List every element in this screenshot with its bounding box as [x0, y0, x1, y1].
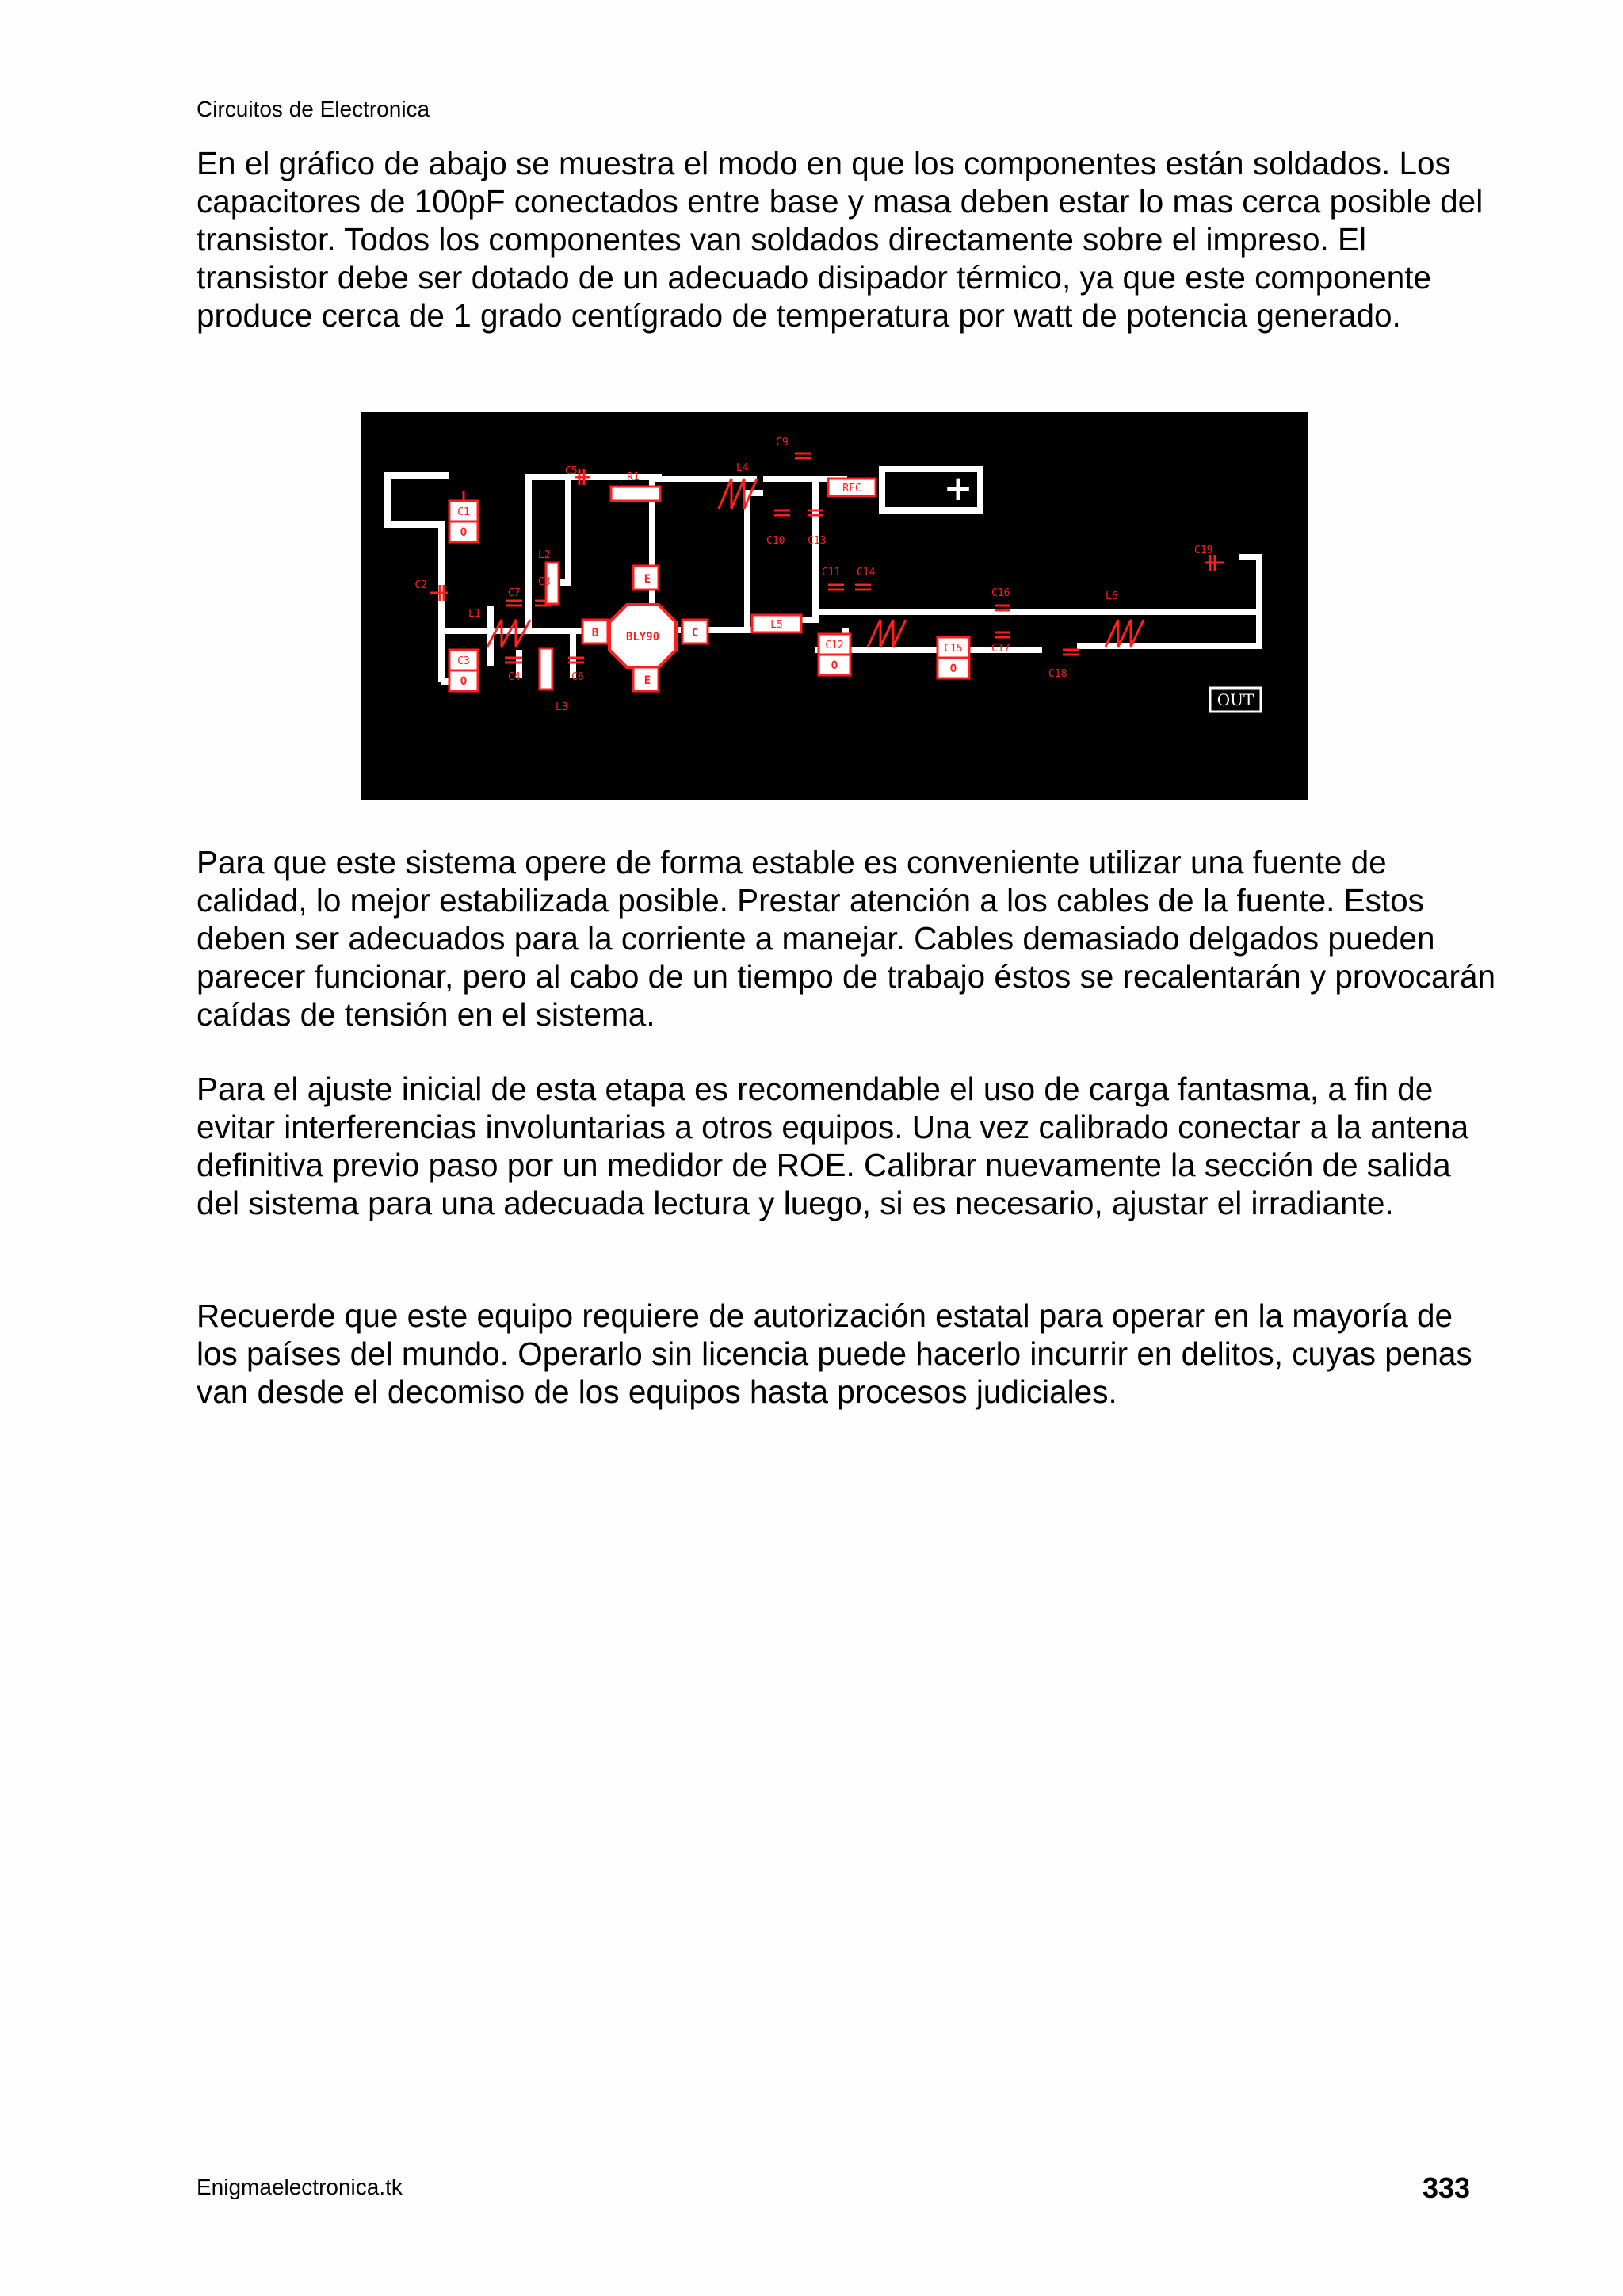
pcb-layout-figure: [361, 412, 1308, 800]
label-transistor: BLY90: [625, 631, 660, 644]
pad-mark-c12: O: [831, 659, 838, 672]
label-emitter-top: E: [643, 573, 651, 586]
pad-mark-c1: O: [460, 526, 468, 539]
label-c10: C10: [766, 535, 785, 547]
label-l4: L4: [736, 462, 749, 474]
label-l6: L6: [1106, 590, 1118, 602]
label-c1: C1: [457, 506, 470, 518]
paragraph-power-supply: Para que este sistema opere de forma estable es conveniente utilizar una fuente de calidad, lo mejor estabilizada posible. Prestar atención a los cables de la fuente. Estos deben ser adecuados para la corriente a manejar. Cables demasiado delgados pueden parecer funcionar, pero al cabo de un tiempo de trabajo éstos se recalentarán y provocarán caídas de tensión en el sistema.: [197, 844, 1496, 1033]
label-l2: L2: [538, 549, 551, 561]
label-c8: C8: [538, 576, 551, 588]
footer-site: Enigmaelectronica.tk: [197, 2175, 403, 2199]
pad-mark-c3: O: [460, 675, 468, 688]
label-emitter-bottom: E: [643, 674, 651, 687]
paragraph-adjustment: Para el ajuste inicial de esta etapa es recomendable el uso de carga fantasma, a fin de evitar interferencias involuntarias a otros equipos. Una vez calibrado conectar a la antena definitiva previo paso por un medidor de ROE. Calibrar nuevamente la sección de salida del sistema para una adecuada lectura y luego, si es necesario, ajustar el irradiante.: [197, 1071, 1469, 1221]
paragraph-legal-notice: Recuerde que este equipo requiere de autorización estatal para operar en la mayoría de los países del mundo. Operarlo sin licencia puede hacerlo incurrir en delitos, cuyas penas van desde el decomiso de los equipos hasta procesos judiciales.: [197, 1297, 1472, 1410]
label-l5: L5: [770, 619, 783, 631]
label-c9: C9: [776, 437, 789, 449]
label-c19: C19: [1194, 544, 1213, 556]
label-c18: C18: [1048, 668, 1067, 680]
label-c11: C11: [822, 567, 841, 579]
paragraph-intro: En el gráfico de abajo se muestra el modo en que los componentes están soldados. Los capacitores de 100pF conectados entre base y masa deben estar lo mas cerca posible del transistor. Todos los componentes van soldados directamente sobre el impreso. El transistor debe ser dotado de un adecuado disipador térmico, ya que este componente produce cerca de 1 grado centígrado de temperatura por watt de potencia generado.: [197, 145, 1484, 334]
label-c13: C13: [808, 535, 827, 547]
label-c16: C16: [991, 587, 1010, 599]
label-l1: L1: [468, 608, 481, 620]
label-c3: C3: [457, 655, 470, 667]
label-c14: C14: [857, 567, 876, 579]
label-r1: R1: [627, 472, 640, 483]
label-c15: C15: [944, 643, 963, 655]
label-c6: C6: [571, 671, 584, 683]
page-number: 333: [1423, 2172, 1471, 2204]
label-c7: C7: [508, 587, 521, 599]
page-header: Circuitos de Electronica: [197, 97, 430, 121]
plus-sign: +: [943, 468, 973, 509]
label-rfc: RFC: [842, 483, 861, 495]
pad-mark-c15: O: [949, 663, 957, 675]
label-l3: L3: [556, 701, 568, 713]
label-collector: C: [691, 627, 699, 640]
label-base: B: [591, 627, 599, 640]
label-c5: C5: [565, 465, 578, 477]
label-c17: C17: [991, 643, 1010, 655]
label-c4: C4: [508, 671, 521, 683]
label-c2: C2: [414, 579, 427, 591]
label-out: OUT: [1216, 690, 1254, 709]
label-c12: C12: [825, 640, 844, 651]
